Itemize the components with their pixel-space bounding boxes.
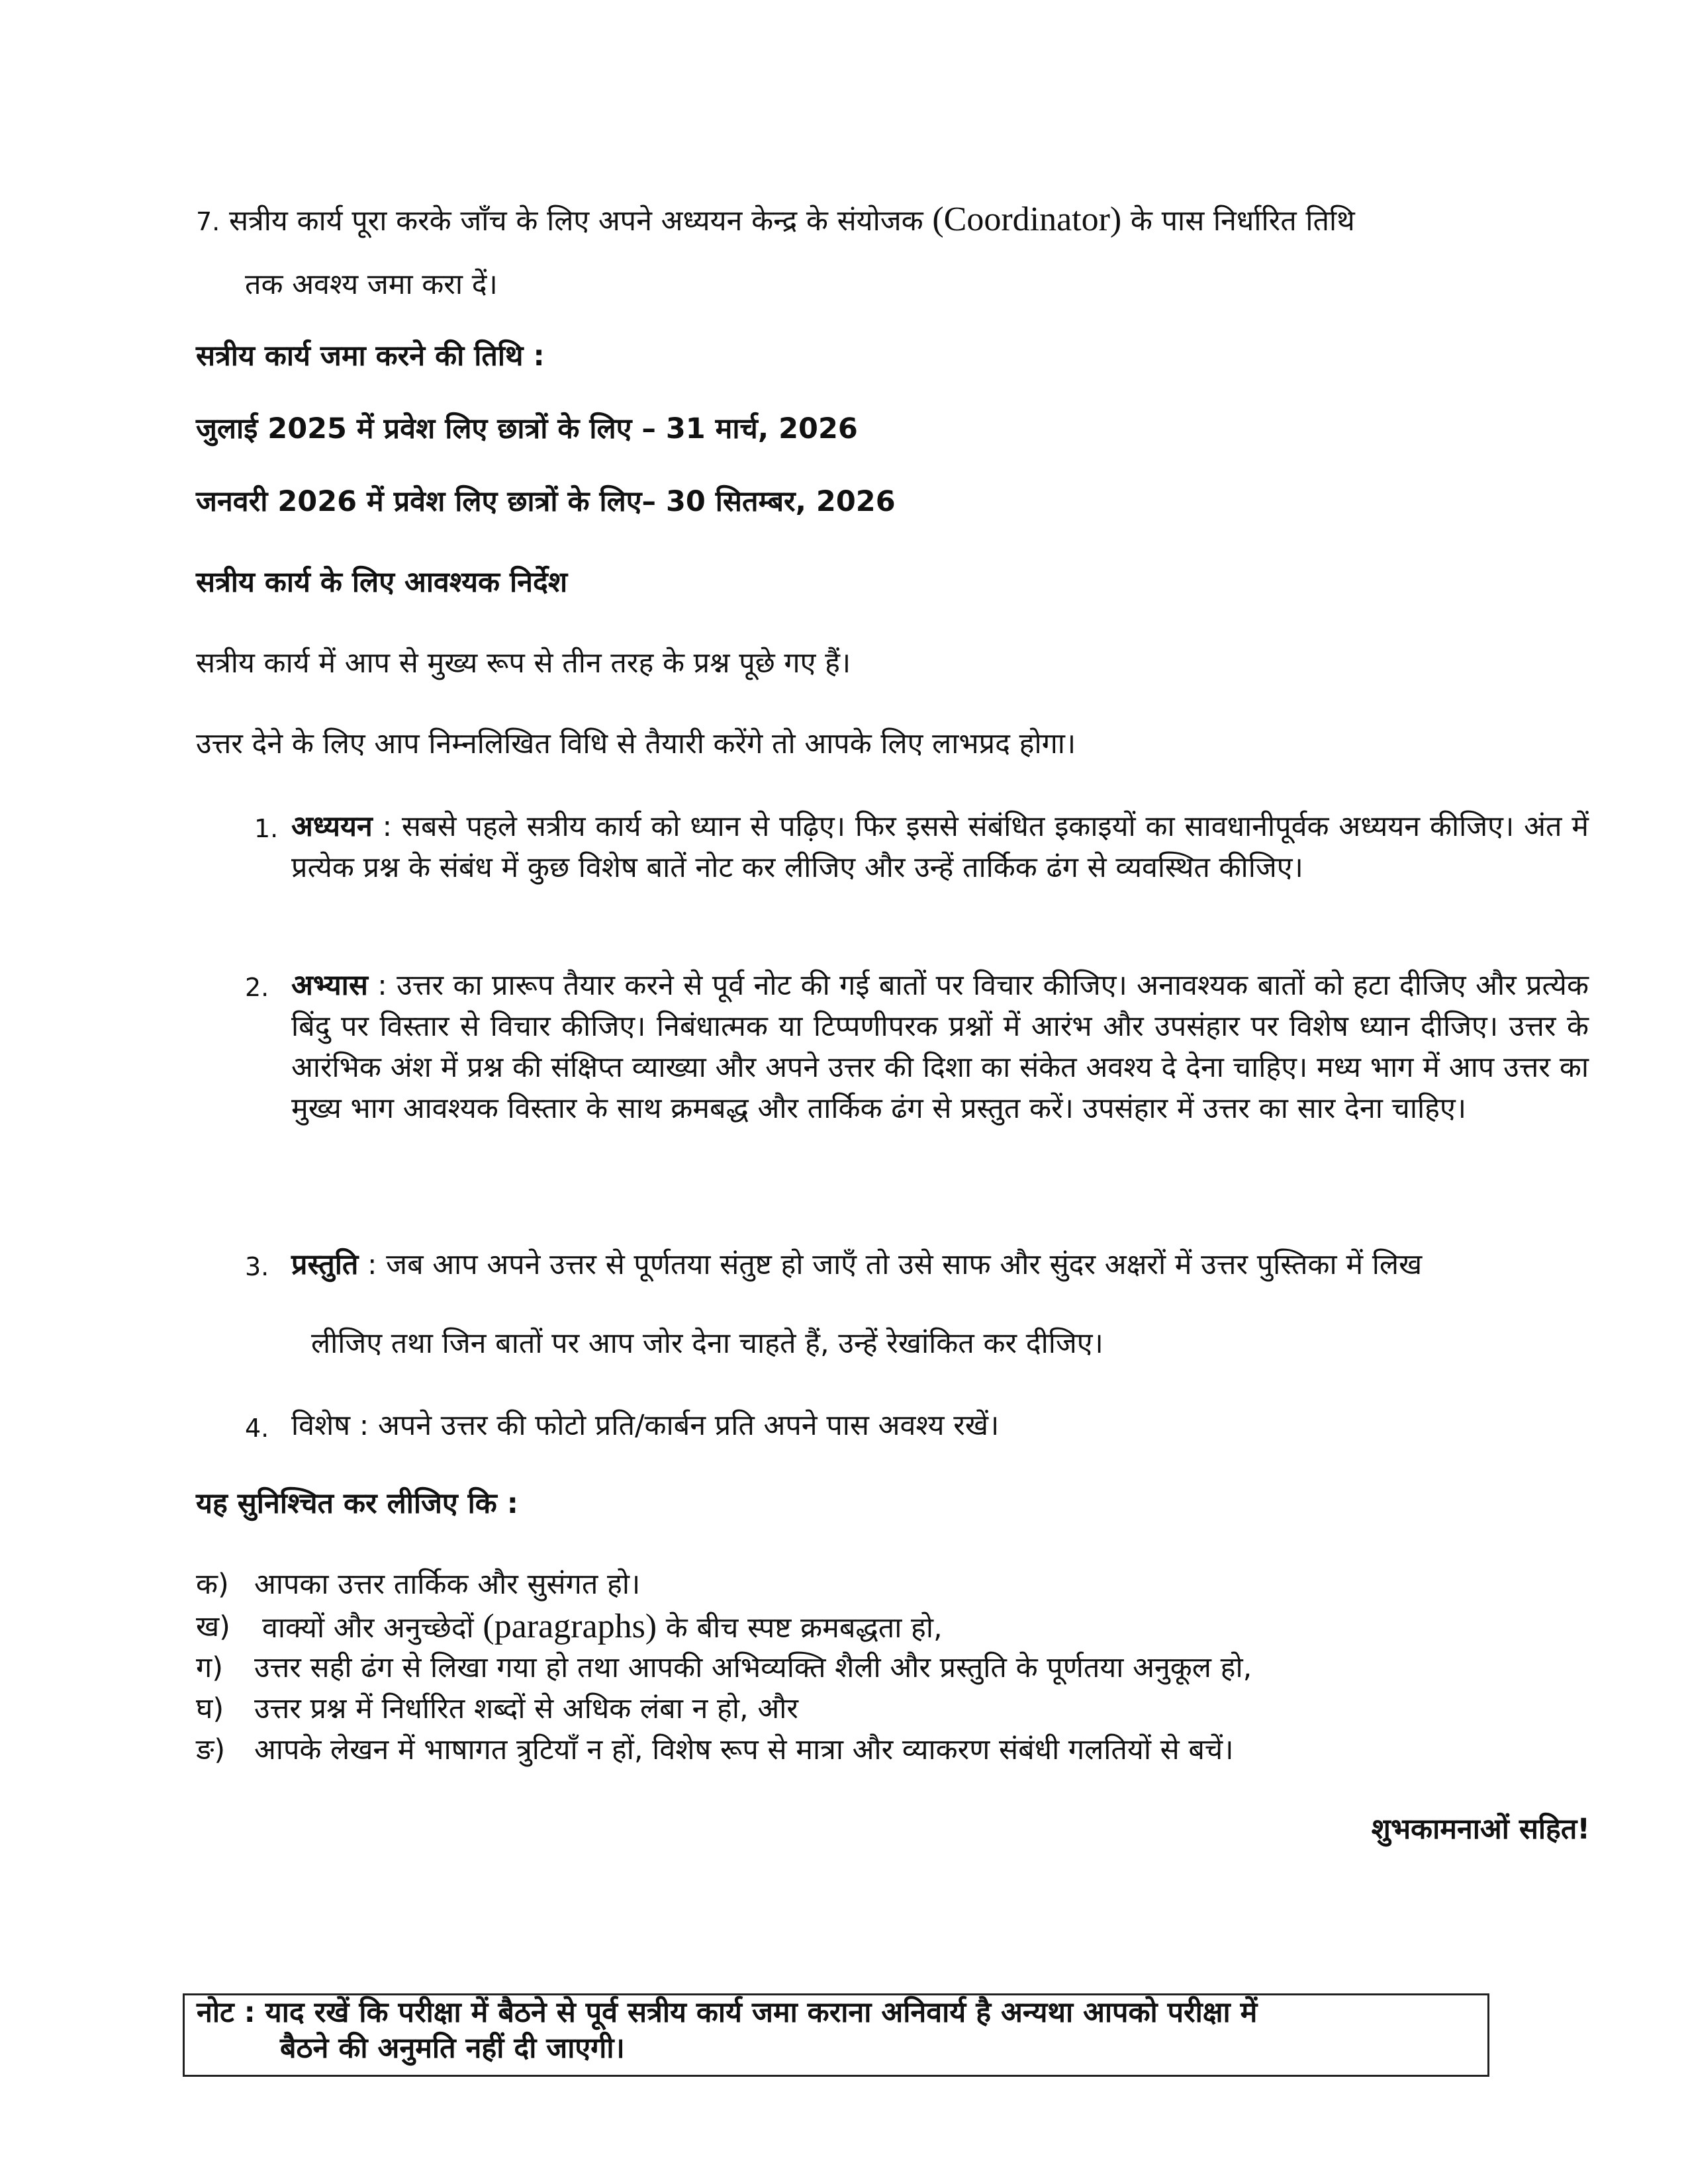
instructions-heading: सत्रीय कार्य के लिए आवश्यक निर्देश (196, 566, 568, 599)
checklist-label-3: ग) (196, 1651, 223, 1684)
instruction-item-2 (291, 965, 1589, 1129)
checklist-text-1: आपका उत्तर तार्किक और सुसंगत हो। (254, 1568, 641, 1601)
checklist-text-2a: वाक्यों और अनुच्छेदों (262, 1612, 483, 1645)
checklist-label-5: ङ) (196, 1733, 226, 1766)
checklist-label-4: घ) (196, 1692, 224, 1725)
item-7-latin: (Coordinator) (932, 201, 1122, 238)
checklist-text-3: उत्तर सही ढंग से लिखा गया हो तथा आपकी अभिव्यक्ति शैली और प्रस्तुति के पूर्णतया अनुकूल हो, (254, 1651, 1252, 1684)
date-january: जनवरी 2026 में प्रवेश लिए छात्रों के लिए– 30 सितम्बर, 2026 (196, 485, 896, 518)
checklist-text-4: उत्तर प्रश्न में निर्धारित शब्दों से अधिक लंबा न हो, और (254, 1692, 798, 1725)
instruction-number-2: 2. (245, 973, 269, 1002)
note-line-2: बैठने की अनुमति नहीं दी जाएगी। (280, 2032, 625, 2065)
instruction-continuation-3: लीजिए तथा जिन बातों पर आप जोर देना चाहते हैं, उन्हें रेखांकित कर दीजिए। (311, 1327, 1103, 1360)
instruction-number-3: 3. (245, 1252, 269, 1281)
instruction-term-1: अध्ययन (291, 810, 373, 843)
instruction-number-1: 1. (254, 814, 279, 843)
checklist-label-2: ख) (196, 1610, 230, 1643)
instruction-item-3 (291, 1244, 1589, 1285)
instruction-number-4: 4. (245, 1414, 269, 1443)
instruction-text-4: : अपने उत्तर की फोटो प्रति/कार्बन प्रति अपने पास अवश्य रखें। (350, 1409, 1000, 1442)
instruction-text-2: : उत्तर का प्रारूप तैयार करने से पूर्व नोट की गई बातों पर विचार कीजिए। अनावश्यक बातों को हटा दीजिए और प्रत्येक बिंदु पर विस्तार से विचार कीजिए। निबंधात्मक या टिप्पणीपरक प्रश्नों में आरंभ और उपसंहार पर विशेष ध्यान दीजिए। उत्तर के आरंभिक अंश में प्रश्न की संक्षिप्त व्याख्या और अपने उत्तर की दिशा का संकेत अवश्य दे देना चाहिए। मध्य भाग में आप उत्तर का मुख्य भाग आवश्यक विस्तार के साथ क्रमबद्ध और तार्किक ढंग से प्रस्तुत करें। उपसंहार में उत्तर का सार देना चाहिए। (291, 969, 1589, 1125)
closing-greeting: शुभकामनाओं सहित! (1371, 1813, 1590, 1846)
checklist-latin-2: (paragraphs) (483, 1608, 657, 1645)
instruction-text-1: : सबसे पहले सत्रीय कार्य को ध्यान से पढ़िए। फिर इससे संबंधित इकाइयों का सावधानीपूर्वक अध्ययन कीजिए। अंत में प्रत्येक प्रश्न के संबंध में कुछ विशेष बातें नोट कर लीजिए और उन्हें तार्किक ढंग से व्यवस्थित कीजिए। (291, 810, 1589, 884)
instructions-intro-2: उत्तर देने के लिए आप निम्नलिखित विधि से तैयारी करेंगे तो आपके लिए लाभप्रद होगा। (196, 727, 1076, 760)
item-7-text-a: सत्रीय कार्य पूरा करके जाँच के लिए अपने अध्ययन केन्द्र के संयोजक (228, 205, 933, 238)
checklist-text-2 (262, 1607, 943, 1648)
instruction-item-1 (291, 806, 1589, 888)
instruction-term-4: विशेष (291, 1409, 351, 1442)
note-box (183, 1993, 1489, 2077)
instructions-intro-1: सत्रीय कार्य में आप से मुख्य रूप से तीन तरह के प्रश्न पूछे गए हैं। (196, 647, 851, 680)
item-7-text-b: के पास निर्धारित तिथि (1121, 205, 1355, 238)
item-7-line-1 (196, 200, 1355, 242)
dates-heading: सत्रीय कार्य जमा करने की तिथि : (196, 340, 545, 373)
date-july: जुलाई 2025 में प्रवेश लिए छात्रों के लिए – 31 मार्च, 2026 (196, 412, 858, 445)
checklist-label-1: क) (196, 1568, 229, 1601)
instruction-text-3: : जब आप अपने उत्तर से पूर्णतया संतुष्ट हो जाएँ तो उसे साफ और सुंदर अक्षरों में उत्तर पुस्तिका में लिख (358, 1248, 1423, 1281)
instruction-term-2: अभ्यास (291, 969, 368, 1002)
note-line-1: नोट : याद रखें कि परीक्षा में बैठने से पूर्व सत्रीय कार्य जमा कराना अनिवार्य है अन्यथा आपको परीक्षा में (197, 1996, 1258, 2029)
checklist-heading: यह सुनिश्चित कर लीजिए कि : (196, 1487, 519, 1520)
instruction-item-4 (291, 1406, 999, 1445)
instruction-term-3: प्रस्तुति (291, 1248, 359, 1281)
checklist-text-5: आपके लेखन में भाषागत त्रुटियाँ न हों, विशेष रूप से मात्रा और व्याकरण संबंधी गलतियों से बचें। (254, 1733, 1234, 1766)
item-7-number: 7. (196, 207, 220, 236)
item-7-line-2: तक अवश्य जमा करा दें। (245, 268, 498, 301)
checklist-text-2b: के बीच स्पष्ट क्रमबद्धता हो, (657, 1612, 943, 1645)
